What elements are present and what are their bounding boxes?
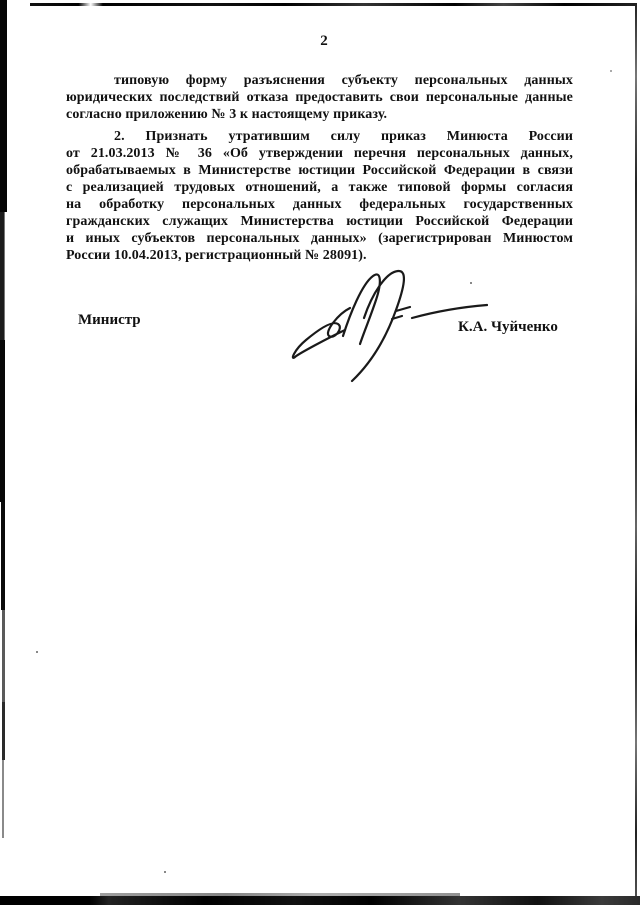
- document-body: [66, 72, 573, 264]
- body-line: с реализацией трудовых отношений, а также типовой формы согласия: [66, 180, 573, 195]
- scan-artifact-bottom-edge: [0, 896, 640, 905]
- page-number: 2: [320, 33, 328, 49]
- body-line: от 21.03.2013 № 36 «Об утверждении перечня персональных данных,: [66, 146, 573, 161]
- signatory-title: Министр: [78, 312, 141, 328]
- scan-artifact-left-bar: [0, 212, 5, 340]
- scan-artifact-top-edge: [30, 3, 637, 6]
- scan-speckle: [36, 651, 38, 653]
- body-line: обрабатываемых в Министерстве юстиции Российской Федерации в связи: [66, 163, 573, 178]
- body-line: гражданских служащих Министерства юстиции Российской Федерации: [66, 214, 573, 229]
- body-line: юридических последствий отказа предоставить свои персональные данные: [66, 90, 573, 105]
- scan-artifact-left-bar: [2, 610, 5, 702]
- paragraph: [66, 72, 573, 123]
- scan-speckle: [164, 871, 166, 873]
- scan-artifact-right-edge: [635, 4, 637, 905]
- body-line: согласно приложению № 3 к настоящему приказу.: [66, 107, 388, 122]
- body-line: типовую форму разъяснения субъекту персональных данных: [114, 73, 573, 88]
- scan-artifact-left-bar: [0, 340, 5, 502]
- signatory-name: К.А. Чуйченко: [458, 319, 558, 335]
- body-line: на обработку персональных данных федеральных государственных: [66, 197, 573, 212]
- paragraph: [66, 128, 573, 264]
- body-line: 2. Признать утратившим силу приказ Минюста России: [114, 129, 573, 144]
- scan-artifact-left-bar: [2, 702, 5, 760]
- scan-artifact-left-bar: [0, 0, 7, 212]
- scan-artifact-left-bar: [1, 502, 5, 610]
- body-line: и иных субъектов персональных данных» (зарегистрирован Минюстом: [66, 231, 573, 246]
- scan-speckle: [610, 70, 612, 72]
- body-line: России 10.04.2013, регистрационный № 28091).: [66, 248, 367, 263]
- scan-artifact-bottom-fray: [100, 893, 460, 896]
- scan-artifact-left-bar: [2, 760, 4, 838]
